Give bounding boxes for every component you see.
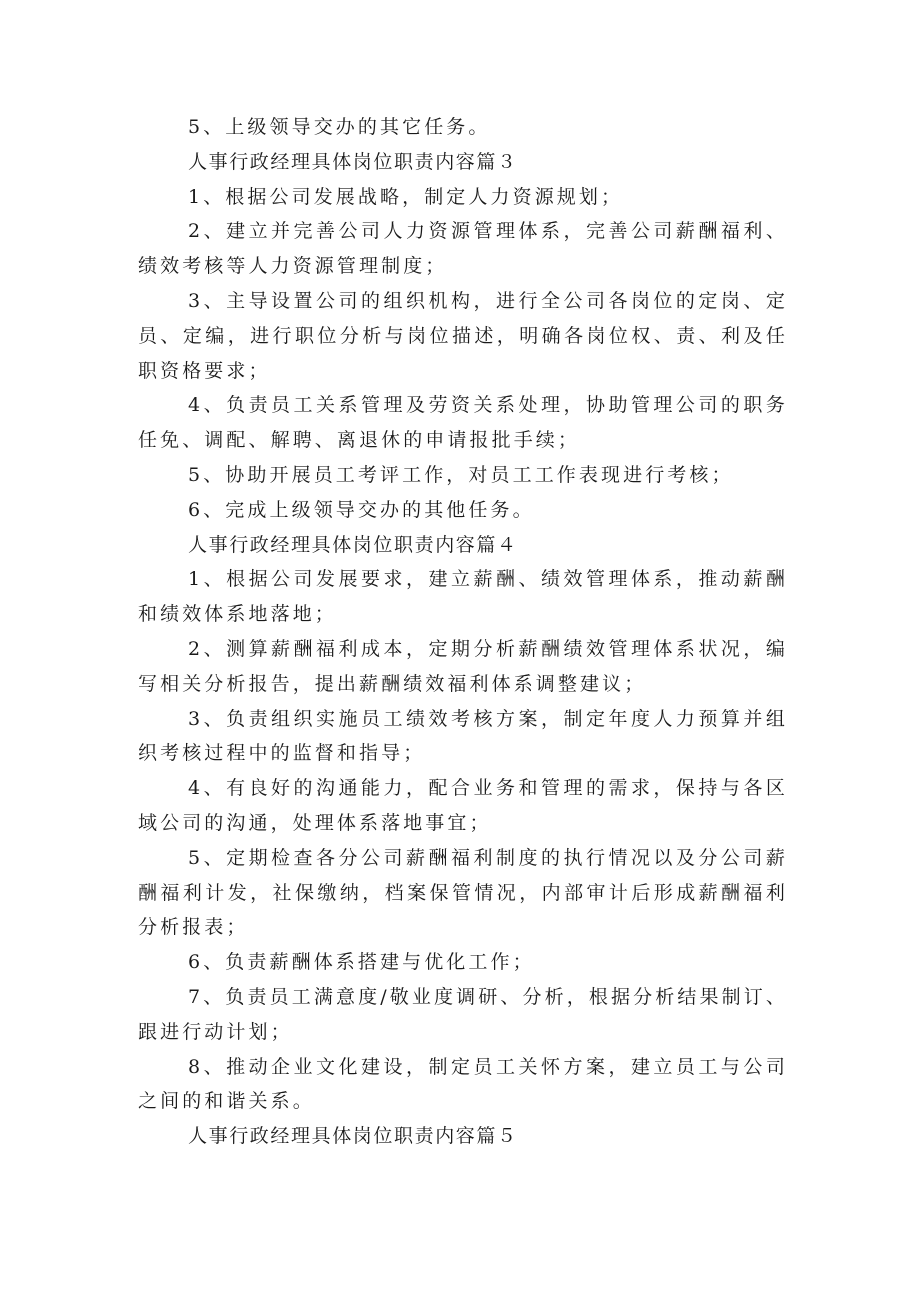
paragraph-item-4: 4、负责员工关系管理及劳资关系处理，协助管理公司的职务任免、调配、解聘、离退休的申请报批手续；: [138, 394, 788, 452]
paragraph-item-1: 1、根据公司发展要求，建立薪酬、绩效管理体系，推动薪酬和绩效体系地落地；: [138, 568, 788, 626]
paragraph-item-6: 6、完成上级领导交办的其他任务。: [188, 498, 535, 521]
paragraph-item-4: 4、有良好的沟通能力，配合业务和管理的需求，保持与各区域公司的沟通，处理体系落地事宜；: [138, 777, 788, 834]
paragraph-item-2: 2、测算薪酬福利成本，定期分析薪酬绩效管理体系状况，编写相关分析报告，提出薪酬绩效福利体系调整建议；: [138, 637, 788, 695]
section-heading-part-5: 人事行政经理具体岗位职责内容篇５: [188, 1125, 518, 1148]
paragraph-item-5-tasks: 5、上级领导交办的其它任务。: [188, 116, 491, 138]
paragraph-item-1: 1、根据公司发展战略，制定人力资源规划；: [188, 185, 624, 208]
paragraph-item-6: 6、负责薪酬体系搭建与优化工作；: [188, 951, 535, 974]
paragraph-item-3: 3、主导设置公司的组织机构，进行全公司各岗位的定岗、定员、定编，进行职位分析与岗位描述，明确各岗位权、责、利及任职资格要求；: [138, 289, 788, 382]
paragraph-item-5: 5、协助开展员工考评工作，对员工工作表现进行考核；: [188, 463, 734, 486]
paragraph-item-3: 3、负责组织实施员工绩效考核方案，制定年度人力预算并组织考核过程中的监督和指导；: [138, 707, 788, 765]
section-heading-part-3: 人事行政经理具体岗位职责内容篇３: [188, 150, 518, 173]
paragraph-item-5: 5、定期检查各分公司薪酬福利制度的执行情况以及分公司薪酬福利计发，社保缴纳，档案保管情况，内部审计后形成薪酬福利分析报表；: [138, 846, 788, 939]
section-heading-part-4: 人事行政经理具体岗位职责内容篇４: [188, 533, 518, 556]
document-body: [138, 110, 788, 1154]
paragraph-item-2: 2、建立并完善公司人力资源管理体系，完善公司薪酬福利、绩效考核等人力资源管理制度；: [138, 220, 788, 278]
paragraph-item-8: 8、推动企业文化建设，制定员工关怀方案，建立员工与公司之间的和谐关系。: [138, 1055, 788, 1113]
paragraph-item-7: 7、负责员工满意度/敬业度调研、分析，根据分析结果制订、跟进行动计划；: [138, 985, 788, 1043]
